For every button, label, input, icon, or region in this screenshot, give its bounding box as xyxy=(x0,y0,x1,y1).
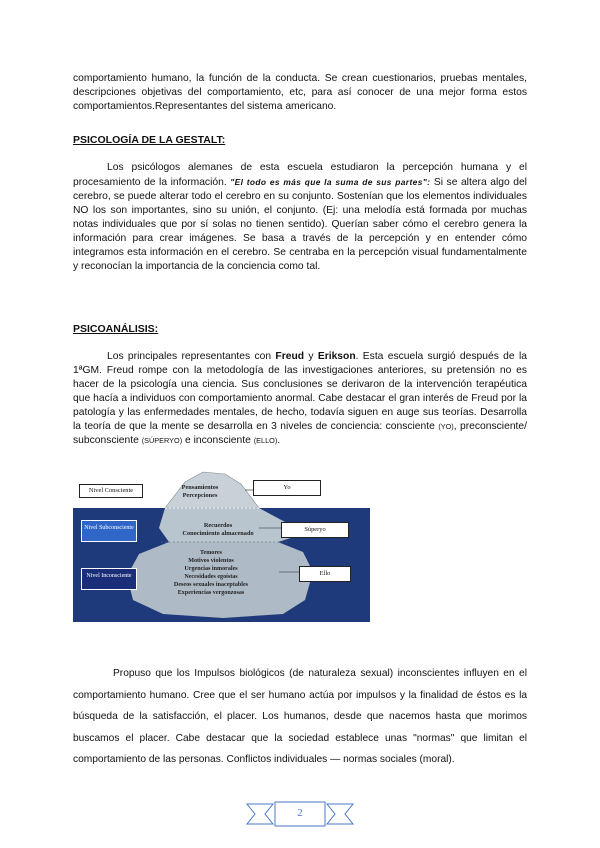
psico-ello: (ELLO) xyxy=(253,436,278,445)
deep-label: Urgencias inmorales xyxy=(184,565,238,572)
gestalt-heading: PSICOLOGÍA DE LA GESTALT: xyxy=(73,134,226,146)
intro-paragraph: comportamiento humano, la función de la conducta. Se crean cuestionarios, pruebas mentales, descripciones objetivas del comportamiento, etc, para así conocer de una mejor forma estos comportamientos.Representantes del sistema americano. xyxy=(73,73,527,112)
psicoanalisis-heading: PSICOANÁLISIS: xyxy=(73,323,159,335)
superyo-box: Súperyo xyxy=(281,522,349,538)
nivel-inconsciente-box: Nivel Inconsciente xyxy=(81,568,137,590)
tip-label-1: Pensamientos xyxy=(181,484,219,491)
psicoanalisis-paragraph xyxy=(73,350,527,448)
gestalt-quote: "El todo es más que la suma de sus partes": xyxy=(230,177,431,187)
final-text: Propuso que los Impulsos biológicos (de naturaleza sexual) inconscientes influyen en el comportamiento humano. Cree que el ser humano actúa por impulsos y la finalidad de éstos es la búsqueda de la satisfacción, el placer. Los humanos, desde que nacemos hasta que morimos buscamos el placer. Cabe destacar que la sociedad establece unas "normas" que limitan el comportamiento de las personas. Conflictos individuales — normas sociales (moral). xyxy=(73,668,527,765)
deep-label: Experiencias vergonzosas xyxy=(177,589,245,596)
deep-label: Temores xyxy=(199,550,222,556)
psico-t1: Los principales representantes con xyxy=(107,351,272,362)
page-number: 2 xyxy=(297,807,303,819)
erikson-name: Erikson xyxy=(317,351,356,362)
yo-box: Yo xyxy=(253,480,321,496)
ello-box: Ello xyxy=(299,566,351,582)
nivel-subconsciente-box: Nivel Subconsciente xyxy=(81,520,137,542)
final-paragraph xyxy=(73,663,527,771)
mid-label-1: Recuerdos xyxy=(203,522,233,529)
deep-label: Necesidades egoístas xyxy=(184,573,238,580)
iceberg-tip-labels xyxy=(169,484,231,500)
page-footer xyxy=(245,798,355,830)
iceberg-diagram xyxy=(73,468,370,622)
mid-label-2: Conocimiento almacenado xyxy=(182,530,254,537)
psico-y: y xyxy=(308,351,314,362)
gestalt-text-a: Los psicólogos alemanes de esta escuela estudiaron la percepción humana y el procesamiento de la información. xyxy=(73,162,527,188)
freud-name: Freud xyxy=(275,351,305,362)
tip-label-2: Percepciones xyxy=(182,492,218,499)
gestalt-paragraph xyxy=(73,161,527,274)
psico-t2: . Esta escuela surgió después de la 1ªGM. Freud rompe con la metodología de las investigaciones anteriores, su pretensión no es hacer de la psicología una ciencia. Sus conclusiones se derivaron de la intervención terapéutica que hacía a individuos con comportamiento anormal. Cabe destacar el gran interés de Freud por la patología y las enfermedades mentales, de hecho, todavía siguen en auge sus teorías. Desarrolla la teoría de que la mente se desarrolla en 3 niveles de conciencia: consciente xyxy=(73,351,527,432)
psico-t4: e inconsciente xyxy=(185,435,251,446)
psico-yo: (YO) xyxy=(438,422,454,431)
deep-label: Motivos violentos xyxy=(188,557,234,564)
psico-superyo: (SÚPERYO) xyxy=(141,436,183,445)
iceberg-deep-labels xyxy=(161,550,261,597)
iceberg-mid-labels xyxy=(173,522,263,538)
gestalt-text-b: Si se altera algo del cerebro, se puede alterar todo el cerebro en su conjunto. Sostenían que los elementos individuales NO los son importantes, sino su unión, el conjunto. (Ej: una melodía está formada por muchas notas individuales que por sí solas no tienen sentido). Querían saber cómo el cerebro genera la información para crear imágenes. Se basa a través de la percepción y en entender cómo integramos esta información en el cerebro. Se centraba en la percepción visual fundamentalmente y reconocían la importancia de la conciencia como tal. xyxy=(73,177,527,272)
psico-t5: . xyxy=(277,435,281,446)
nivel-consciente-box: Nivel Consciente xyxy=(79,484,143,498)
deep-label: Deseos sexuales inaceptables xyxy=(173,581,249,588)
psico-t3: , preconsciente/ subconsciente xyxy=(73,421,527,446)
